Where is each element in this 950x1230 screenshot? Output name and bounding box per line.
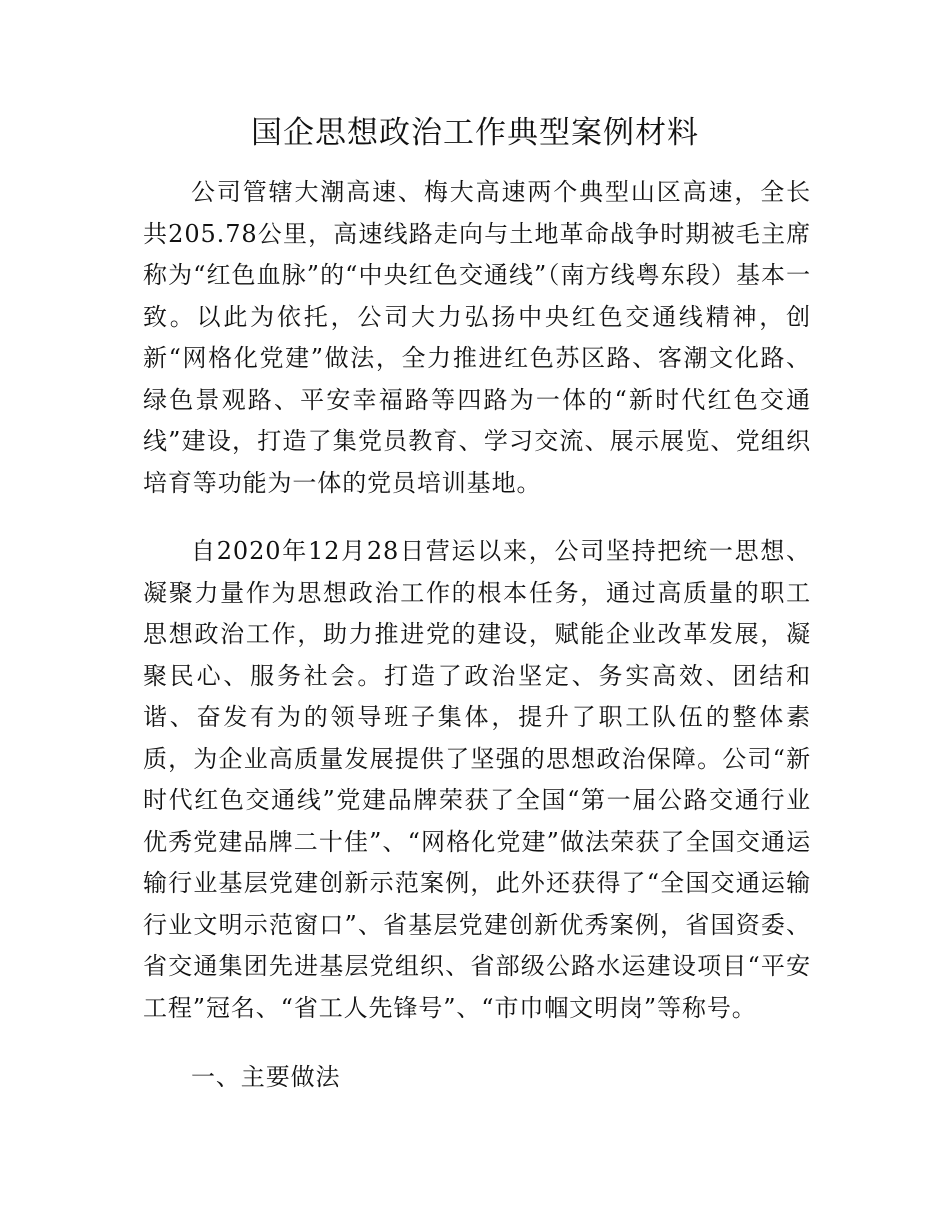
section-heading: 一、主要做法 [191, 1063, 341, 1091]
paragraph-achievements: 自2020年12月28日营运以来，公司坚持把统一思想、凝聚力量作为思想政治工作的根本任务，通过高质量的职工思想政治工作，助力推进党的建设，赋能企业改革发展，凝聚民心、服务社会。打造了政治坚定、务实高效、团结和谐、奋发有为的领导班子集体，提升了职工队伍的整体素质，为企业高质量发展提供了坚强的思想政治保障。公司“新时代红色交通线”党建品牌荣获了全国“第一届公路交通行业优秀党建品牌二十佳”、“网格化党建”做法荣获了全国交通运输行业基层党建创新示范案例，此外还获得了“全国交通运输行业文明示范窗口”、省基层党建创新优秀案例，省国资委、省交通集团先进基层党组织、省部级公路水运建设项目“平安工程”冠名、“省工人先锋号”、“市巾帼文明岗”等称号。 [143, 537, 811, 1022]
document-title: 国企思想政治工作典型案例材料 [251, 115, 699, 151]
paragraph-intro: 公司管辖大潮高速、梅大高速两个典型山区高速，全长共205.78公里，高速线路走向与土地革命战争时期被毛主席称为“红色血脉”的“中央红色交通线”（南方线粤东段）基本一致。以此为依托，公司大力弘扬中央红色交通线精神，创新“网格化党建”做法，全力推进红色苏区路、客潮文化路、绿色景观路、平安幸福路等四路为一体的“新时代红色交通线”建设，打造了集党员教育、学习交流、展示展览、党组织培育等功能为一体的党员培训基地。 [143, 178, 811, 497]
